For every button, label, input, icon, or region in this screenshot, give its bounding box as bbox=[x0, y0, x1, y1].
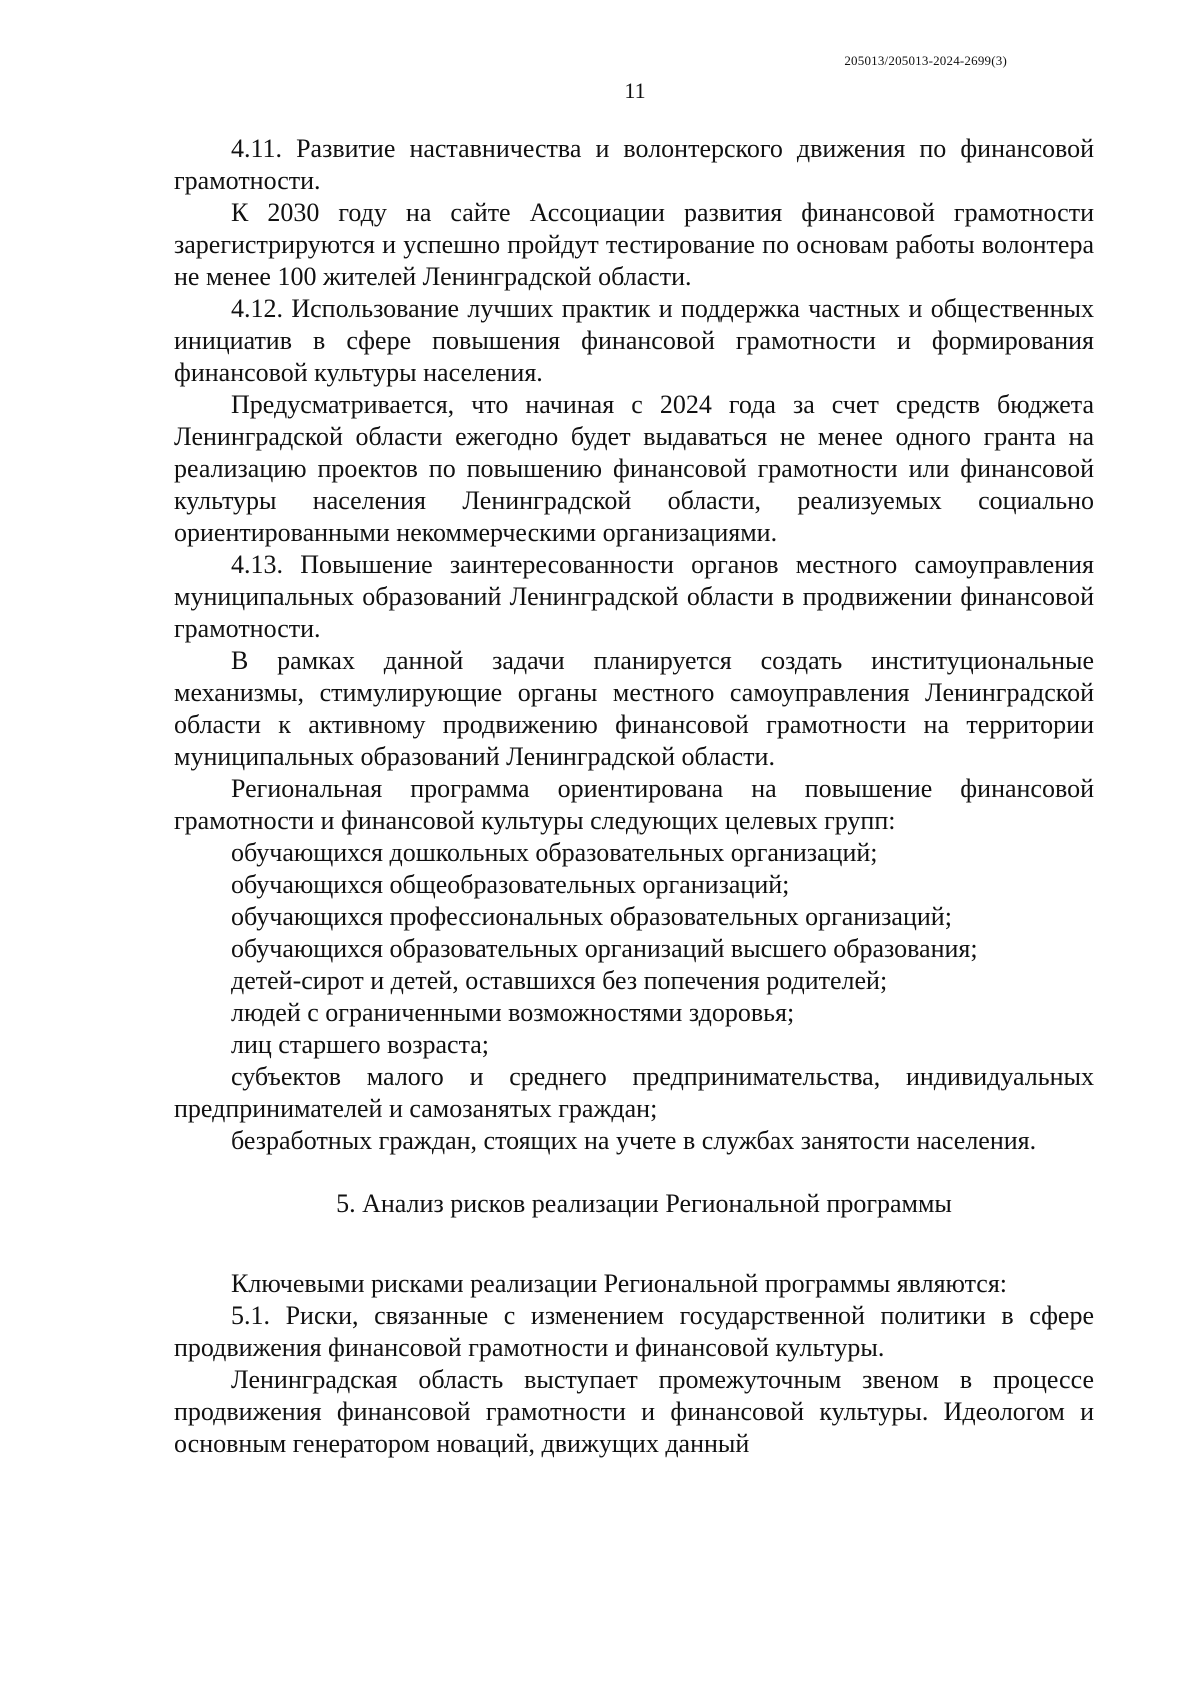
paragraph-mechanisms: В рамках данной задачи планируется создать институциональные механизмы, стимулирующие органы местного самоуправления Ленинградской области к активному продвижению финансовой грамотности на территории муниципальных образований Ленинградской области. bbox=[174, 646, 1094, 771]
paragraph-5-1: 5.1. Риски, связанные с изменением государственной политики в сфере продвижения финансовой грамотности и финансовой культуры. bbox=[174, 1301, 1094, 1362]
target-groups-list bbox=[174, 837, 1094, 1157]
document-id: 205013/205013-2024-2699(3) bbox=[844, 53, 1007, 68]
paragraph-volunteers: К 2030 году на сайте Ассоциации развития финансовой грамотности зарегистрируются и успешно пройдут тестирование по основам работы волонтера не менее 100 жителей Ленинградской области. bbox=[174, 198, 1094, 291]
paragraph-4-13: 4.13. Повышение заинтересованности органов местного самоуправления муниципальных образований Ленинградской области в продвижении финансовой грамотности. bbox=[174, 550, 1094, 643]
list-item: обучающихся дошкольных образовательных организаций; bbox=[231, 838, 878, 867]
paragraph-key-risks: Ключевыми рисками реализации Региональной программы являются: bbox=[231, 1269, 1008, 1298]
list-item: обучающихся общеобразовательных организаций; bbox=[231, 870, 790, 899]
page-number: 11 bbox=[624, 78, 646, 103]
list-item: людей с ограниченными возможностями здоровья; bbox=[231, 998, 795, 1027]
section-heading: 5. Анализ рисков реализации Региональной программы bbox=[336, 1189, 952, 1218]
paragraph-4-12: 4.12. Использование лучших практик и поддержка частных и общественных инициатив в сфере повышения финансовой грамотности и формирования финансовой культуры населения. bbox=[174, 294, 1094, 387]
list-item: обучающихся профессиональных образовательных организаций; bbox=[231, 902, 952, 931]
list-item: безработных граждан, стоящих на учете в службах занятости населения. bbox=[231, 1126, 1037, 1155]
list-item: лиц старшего возраста; bbox=[231, 1030, 490, 1059]
list-item: детей-сирот и детей, оставшихся без попечения родителей; bbox=[231, 966, 888, 995]
paragraph-grants: Предусматривается, что начиная с 2024 года за счет средств бюджета Ленинградской области ежегодно будет выдаваться не менее одного гранта на реализацию проектов по повышению финансовой грамотности или финансовой культуры населения Ленинградской области, реализуемых социально ориентированными некоммерческими организациями. bbox=[174, 390, 1094, 547]
paragraph-target-groups-intro: Региональная программа ориентирована на повышение финансовой грамотности и финансовой культуры следующих целевых групп: bbox=[174, 774, 1094, 835]
document-body bbox=[174, 133, 1094, 1460]
list-item: обучающихся образовательных организаций высшего образования; bbox=[231, 934, 978, 963]
paragraph-4-11: 4.11. Развитие наставничества и волонтерского движения по финансовой грамотности. bbox=[174, 134, 1094, 195]
list-item: субъектов малого и среднего предпринимательства, индивидуальных предпринимателей и самозанятых граждан; bbox=[174, 1062, 1094, 1123]
paragraph-region-role: Ленинградская область выступает промежуточным звеном в процессе продвижения финансовой грамотности и финансовой культуры. Идеологом и основным генератором новаций, движущих данный bbox=[174, 1365, 1094, 1458]
